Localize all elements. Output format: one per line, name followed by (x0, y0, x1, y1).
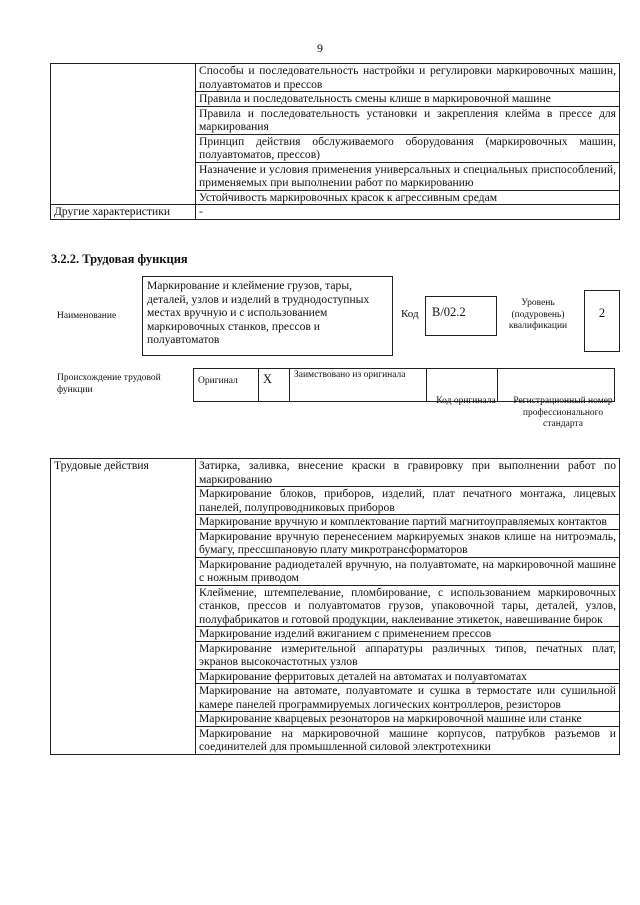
labor-action-item: Маркирование вручную и комплектование партий магнитоуправляемых контактов (196, 515, 620, 530)
code-label: Код (401, 308, 419, 320)
original-label: Оригинал (194, 369, 259, 402)
labor-action-item: Маркирование на маркировочной машине корпусов, патрубков разъемов и соединителей для промышленной силовой электротехники (196, 726, 620, 754)
labor-action-item: Маркирование ферритовых деталей на автоматах и полуавтоматах (196, 669, 620, 684)
origin-label: Происхождение трудовой функции (57, 373, 161, 395)
other-characteristics-label: Другие характеристики (51, 205, 196, 220)
borrowed-label: Заимствовано из оригинала (290, 369, 427, 402)
labor-action-item: Маркирование измерительной аппаратуры различных типов, печатных плат, экранов высокочастотных узлов (196, 641, 620, 669)
function-name-box: Маркирование и клеймение грузов, тары, деталей, узлов и изделий в труднодоступных местах вручную и с использованием маркировочных станков, прессов и полуавтоматов (142, 276, 393, 356)
knowledge-item: Правила и последовательность установки и закрепления клейма в прессе для маркирования (196, 106, 620, 134)
function-code-box: B/02.2 (425, 296, 497, 336)
page-number: 9 (317, 41, 323, 55)
knowledge-table (50, 63, 620, 220)
table-row (51, 64, 620, 92)
level-value-box: 2 (584, 290, 620, 352)
labor-action-item: Маркирование блоков, приборов, изделий, плат печатного монтажа, лицевых панелей, полупроводниковых приборов (196, 487, 620, 515)
labor-action-item: Маркирование вручную перенесением маркируемых знаков клише на нитроэмаль, бумагу, прессшпановую плату микротрансформаторов (196, 529, 620, 557)
knowledge-item: Устойчивость маркировочных красок к агрессивным средам (196, 190, 620, 205)
labor-action-item: Маркирование изделий вжиганием с применением прессов (196, 627, 620, 642)
labor-action-item: Маркирование на автомате, полуавтомате и сушка в термостате или сушильной камере панелей программируемых логических контроллеров, резисторов (196, 684, 620, 712)
level-label: Уровень (подуровень) квалификации (508, 298, 568, 331)
section-heading: 3.2.2. Трудовая функция (51, 252, 188, 266)
code-original-label: Код оригинала (436, 396, 496, 406)
table-row (51, 205, 620, 220)
labor-action-item: Маркирование кварцевых резонаторов на маркировочной машине или станке (196, 712, 620, 727)
name-label: Наименование (57, 311, 117, 321)
knowledge-item: Принцип действия обслуживаемого оборудования (маркировочных машин, полуавтоматов, прессов) (196, 134, 620, 162)
labor-action-item: Затирка, заливка, внесение краски в гравировку при выполнении работ по маркированию (196, 459, 620, 487)
knowledge-item: Правила и последовательность смены клише в маркировочной машине (196, 92, 620, 107)
labor-action-item: Маркирование радиодеталей вручную, на полуавтомате, на маркировочной машине с ножным приводом (196, 557, 620, 585)
original-mark: X (259, 369, 290, 402)
labor-action-item: Клеймение, штемпелевание, пломбирование, с использованием маркировочных станков, прессов и полуавтоматов грузов, упаковочной тары, деталей, узлов, полуфабрикатов и готовой продукции, наклеивание этикеток, навешивание бирок (196, 585, 620, 627)
table-cell-empty (51, 64, 196, 205)
knowledge-item: Способы и последовательность настройки и регулировки маркировочных машин, полуавтоматов и прессов (196, 64, 620, 92)
reg-number-label: Регистрационный номер профессионального стандарта (513, 396, 613, 429)
other-characteristics-value: - (196, 205, 620, 220)
labor-actions-label: Трудовые действия (51, 459, 196, 755)
table-row (51, 459, 620, 487)
knowledge-item: Назначение и условия применения универсальных и специальных приспособлений, применяемых при выполнении работ по маркированию (196, 162, 620, 190)
labor-actions-table (50, 458, 620, 755)
